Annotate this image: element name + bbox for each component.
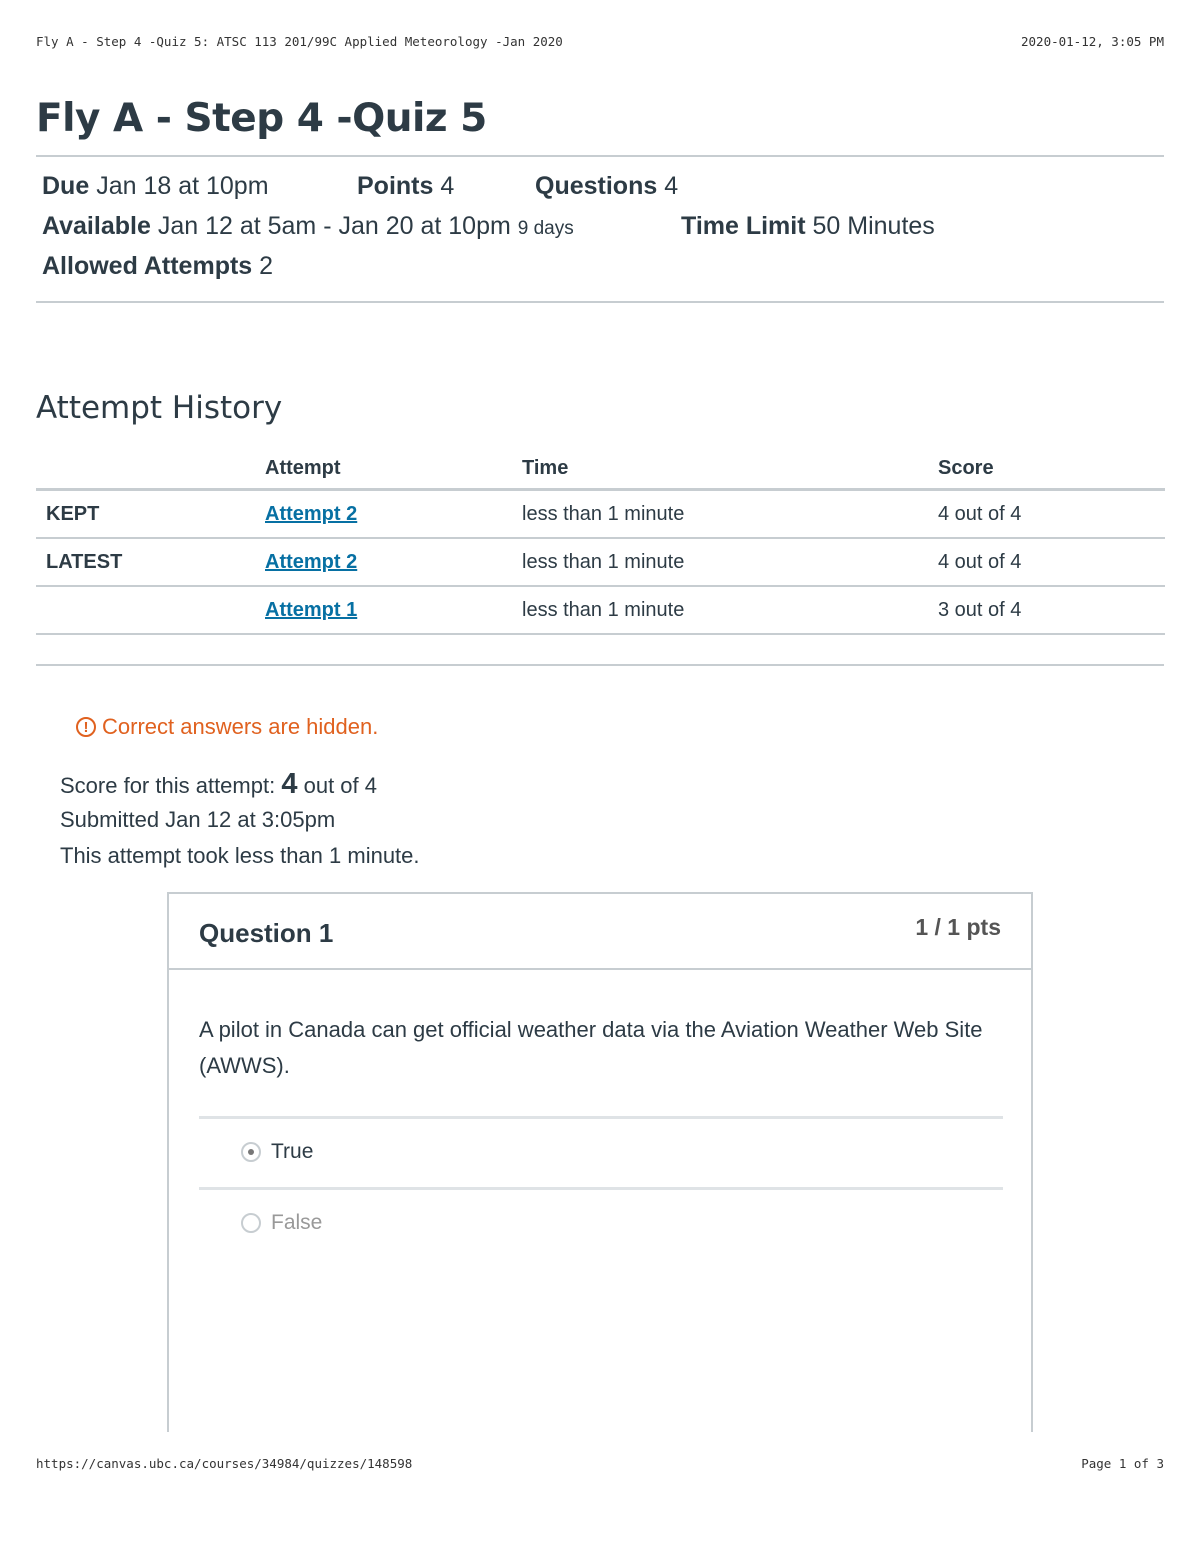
available-label: Available <box>42 212 151 240</box>
print-header-title: Fly A - Step 4 -Quiz 5: ATSC 113 201/99C Applied Meteorology -Jan 2020 <box>36 34 563 49</box>
submitted-line: Submitted Jan 12 at 3:05pm <box>60 807 336 832</box>
points-label: Points <box>357 172 434 200</box>
score-line <box>60 766 420 802</box>
table-row <box>36 586 1165 634</box>
radio-selected-icon[interactable] <box>241 1142 261 1162</box>
print-footer-url: https://canvas.ubc.ca/courses/34984/quizzes/148598 <box>36 1456 413 1471</box>
attempt-summary <box>60 766 420 874</box>
attempt-cell <box>255 538 512 586</box>
attempt-flag <box>36 586 255 634</box>
allowed-attempts-label: Allowed Attempts <box>42 252 253 280</box>
print-header-timestamp: 2020-01-12, 3:05 PM <box>1021 34 1164 49</box>
print-header <box>36 34 1164 52</box>
attempt-score: 4 out of 4 <box>928 538 1165 586</box>
question-points: 1 / 1 pts <box>915 914 1001 940</box>
table-row <box>36 490 1165 539</box>
score-value: 4 <box>281 768 298 800</box>
page-title: Fly A - Step 4 -Quiz 5 <box>36 96 487 141</box>
time-limit-value: 50 Minutes <box>812 212 935 240</box>
attempt-flag: KEPT <box>36 490 255 539</box>
table-header-row <box>36 448 1165 490</box>
answer-divider <box>199 1187 1003 1190</box>
divider <box>36 301 1164 303</box>
table-row <box>36 538 1165 586</box>
attempt-link[interactable]: Attempt 1 <box>265 598 358 621</box>
duration-line: This attempt took less than 1 minute. <box>60 843 420 868</box>
available-value: Jan 12 at 5am - Jan 20 at 10pm <box>157 212 511 240</box>
attempt-score: 4 out of 4 <box>928 490 1165 539</box>
divider <box>36 155 1164 157</box>
available-row <box>42 212 574 241</box>
attempt-history-title: Attempt History <box>36 390 283 426</box>
print-footer-page: Page 1 of 3 <box>1081 1456 1164 1471</box>
divider <box>36 664 1164 666</box>
answer-label: True <box>271 1140 314 1163</box>
question-header <box>169 894 1031 970</box>
due-row <box>42 172 269 201</box>
column-header-time: Time <box>512 448 928 490</box>
questions-value: 4 <box>664 172 679 200</box>
time-limit-label: Time Limit <box>681 212 806 240</box>
answer-option-true[interactable] <box>241 1140 313 1164</box>
available-days: 9 days <box>517 218 574 239</box>
attempt-link[interactable]: Attempt 2 <box>265 550 358 573</box>
attempt-link[interactable]: Attempt 2 <box>265 502 358 525</box>
question-title: Question 1 <box>199 918 334 948</box>
score-prefix: Score for this attempt: <box>60 773 276 798</box>
allowed-attempts-row <box>42 252 273 281</box>
attempt-flag: LATEST <box>36 538 255 586</box>
question-card <box>167 892 1033 1432</box>
allowed-attempts-value: 2 <box>259 252 274 280</box>
questions-row <box>535 172 678 201</box>
answer-label: False <box>271 1211 323 1234</box>
attempt-time: less than 1 minute <box>512 490 928 539</box>
score-suffix: out of 4 <box>303 773 377 798</box>
questions-label: Questions <box>535 172 658 200</box>
alert-circle-icon: ! <box>76 717 96 737</box>
due-value: Jan 18 at 10pm <box>96 172 269 200</box>
answer-option-false[interactable] <box>241 1211 322 1235</box>
answer-divider <box>199 1116 1003 1119</box>
radio-empty-icon[interactable] <box>241 1213 261 1233</box>
attempt-score: 3 out of 4 <box>928 586 1165 634</box>
hidden-note-text: Correct answers are hidden. <box>102 714 379 739</box>
question-text: A pilot in Canada can get official weather data via the Aviation Weather Web Site (AWWS). <box>199 1017 983 1078</box>
column-header-attempt: Attempt <box>255 448 512 490</box>
due-label: Due <box>42 172 90 200</box>
attempt-time: less than 1 minute <box>512 586 928 634</box>
print-footer <box>36 1456 1164 1474</box>
attempt-time: less than 1 minute <box>512 538 928 586</box>
attempt-cell <box>255 586 512 634</box>
attempt-cell <box>255 490 512 539</box>
attempt-history-table <box>36 448 1165 635</box>
column-header-score: Score <box>928 448 1165 490</box>
time-limit-row <box>681 212 935 241</box>
correct-answers-hidden-notice <box>76 714 378 740</box>
column-header <box>36 448 255 490</box>
points-row <box>357 172 454 201</box>
points-value: 4 <box>440 172 455 200</box>
